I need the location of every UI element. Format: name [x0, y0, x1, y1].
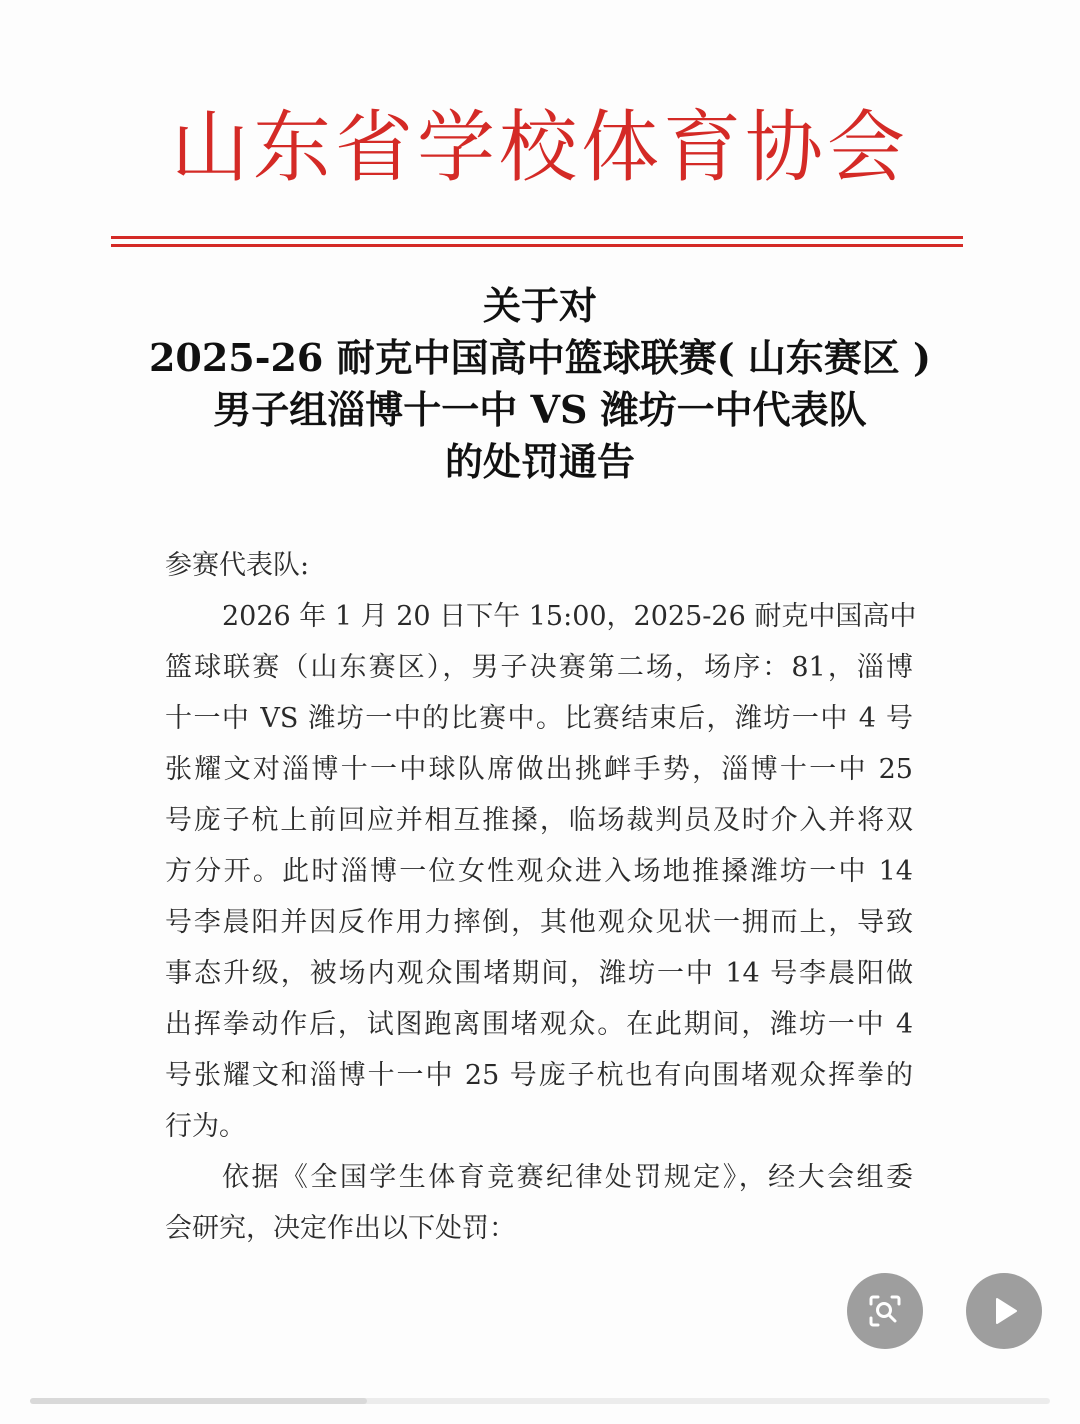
paragraph-line: 会研究，决定作出以下处罚：: [165, 1213, 516, 1244]
paragraph-line: 号庞子杭上前回应并相互推搡，临场裁判员及时介入并将双: [165, 805, 913, 836]
document-title-line: 的处罚通告: [444, 439, 635, 484]
paragraph-line: 十一中 VS 潍坊一中的比赛中。比赛结束后，潍坊一中 4 号: [165, 703, 913, 734]
paragraph-line: 依据《全国学生体育竞赛纪律处罚规定》，经大会组委: [222, 1162, 913, 1193]
document-title-line: 男子组淄博十一中 VS 潍坊一中代表队: [213, 387, 867, 432]
image-search-icon: [865, 1291, 905, 1331]
paragraph-line: 号李晨阳并因反作用力摔倒，其他观众见状一拥而上，导致: [165, 907, 913, 938]
issuer-header: 山东省学校体育协会: [170, 103, 909, 193]
paragraph-line: 张耀文对淄博十一中球队席做出挑衅手势，淄博十一中 25: [165, 754, 913, 785]
salutation: 参赛代表队:: [165, 550, 310, 581]
image-search-button[interactable]: [847, 1273, 923, 1349]
document-title-line: 关于对: [482, 283, 597, 328]
header-divider-top: [111, 236, 963, 239]
play-button[interactable]: [966, 1273, 1042, 1349]
paragraph-line: 号张耀文和淄博十一中 25 号庞子杭也有向围堵观众挥拳的: [165, 1060, 913, 1091]
media-progress-bar[interactable]: [30, 1398, 1050, 1404]
header-divider-bottom: [111, 244, 963, 247]
document-title-line: 2025-26 耐克中国高中篮球联赛( 山东赛区 ): [148, 335, 932, 380]
paragraph-line: 出挥拳动作后，试图跑离围堵观众。在此期间，潍坊一中 4: [165, 1009, 913, 1040]
media-progress-fill: [30, 1398, 367, 1404]
paragraph-line: 2026 年 1 月 20 日下午 15:00，2025-26 耐克中国高中: [222, 601, 917, 632]
paragraph-line: 事态升级，被场内观众围堵期间，潍坊一中 14 号李晨阳做: [165, 958, 913, 989]
paragraph-line: 行为。: [165, 1111, 246, 1142]
paragraph-line: 方分开。此时淄博一位女性观众进入场地推搡潍坊一中 14: [165, 856, 913, 887]
play-icon: [984, 1291, 1024, 1331]
paragraph-line: 篮球联赛（山东赛区），男子决赛第二场，场序：81，淄博: [165, 652, 913, 683]
